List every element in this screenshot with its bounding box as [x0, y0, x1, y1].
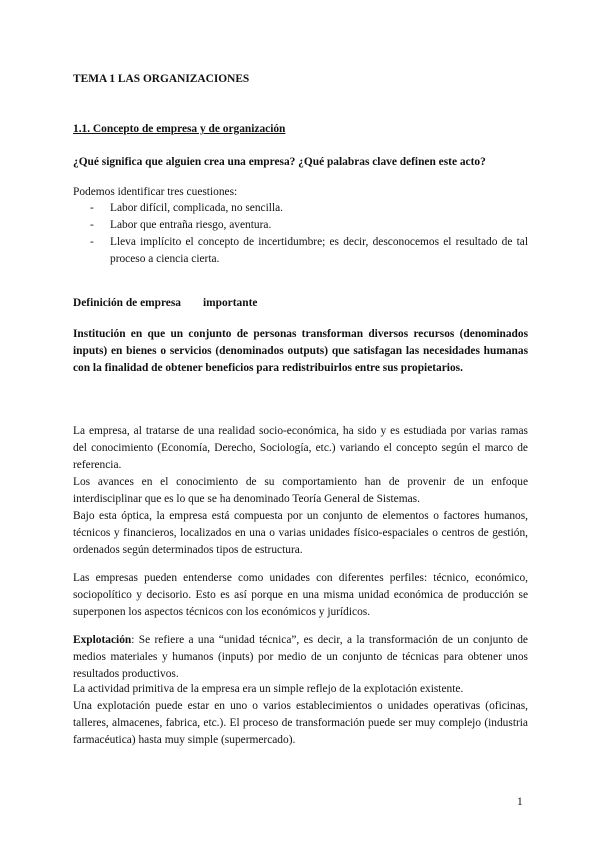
bullet-marker: - [90, 236, 94, 248]
paragraph: Una explotación puede estar en uno o varios establecimientos o unidades operativas (oficinas, talleres, almacenes, fabrica, etc.). El proceso de transformación puede ser muy complejo (industria farmacéutica) hasta muy simple (supermercado). [73, 700, 528, 746]
page-number: 1 [517, 796, 523, 808]
intro-text: Podemos identificar tres cuestiones: [73, 186, 238, 198]
definition-heading [73, 295, 528, 312]
question-heading: ¿Qué significa que alguien crea una empresa? ¿Qué palabras clave definen este acto? [73, 156, 486, 168]
paragraph-block-3 [73, 681, 528, 749]
paragraph: La empresa, al tratarse de una realidad socio-económica, ha sido y es estudiada por varias ramas del conocimiento (Economía, Derecho, Sociología, etc.) variando el concepto según el marco de referencia. [73, 425, 528, 471]
paragraph: Bajo esta óptica, la empresa está compuesta por un conjunto de elementos o factores humanos, técnicos y financieros, localizados en una o varias unidades físico-espaciales o centros de gestión, ordenados según determinados tipos de estructura. [73, 510, 528, 556]
definition-text: Institución en que un conjunto de personas transforman diversos recursos (denominados inputs) en bienes o servicios (denominados outputs) que satisfagan las necesidades humanas con la finalidad de obtener beneficios para redistribuirlos entre sus propietarios. [73, 328, 528, 374]
document-title: TEMA 1 LAS ORGANIZACIONES [73, 73, 250, 85]
paragraph-block-1 [73, 423, 528, 559]
definition-note: importante [203, 297, 258, 309]
bullet-marker: - [90, 202, 94, 214]
paragraph-explotacion: Explotación: Se refiere a una “unidad técnica”, es decir, a la transformación de un conjunto de medios materiales y humanos (inputs) por medio de un conjunto de técnicas para obtener unos resultados productivos. [73, 634, 528, 680]
paragraph: Los avances en el conocimiento de su comportamiento han de provenir de un enfoque interdisciplinar que es lo que se ha denominado Teoría General de Sistemas. [73, 476, 528, 505]
paragraph-perfiles: Las empresas pueden entenderse como unidades con diferentes perfiles: técnico, económico, sociopolítico y decisorio. Esto es así porque en una misma unidad económica de producción se superponen los aspectos técnicos con los económicos y jurídicos. [73, 572, 528, 618]
list-item: - Labor difícil, complicada, no sencilla. [73, 200, 528, 217]
definition-label: Definición de empresa [73, 297, 181, 309]
list-item: - Lleva implícito el concepto de incertidumbre; es decir, desconocemos el resultado de tal proceso a ciencia cierta. [90, 236, 528, 265]
list-item: - Labor que entraña riesgo, aventura. [73, 217, 528, 234]
explotacion-term: Explotación [73, 634, 132, 646]
paragraph: La actividad primitiva de la empresa era un simple reflejo de la explotación existente. [73, 683, 464, 695]
bullet-list [73, 200, 528, 268]
section-heading: 1.1. Concepto de empresa y de organización [73, 123, 286, 135]
bullet-marker: - [90, 219, 94, 231]
